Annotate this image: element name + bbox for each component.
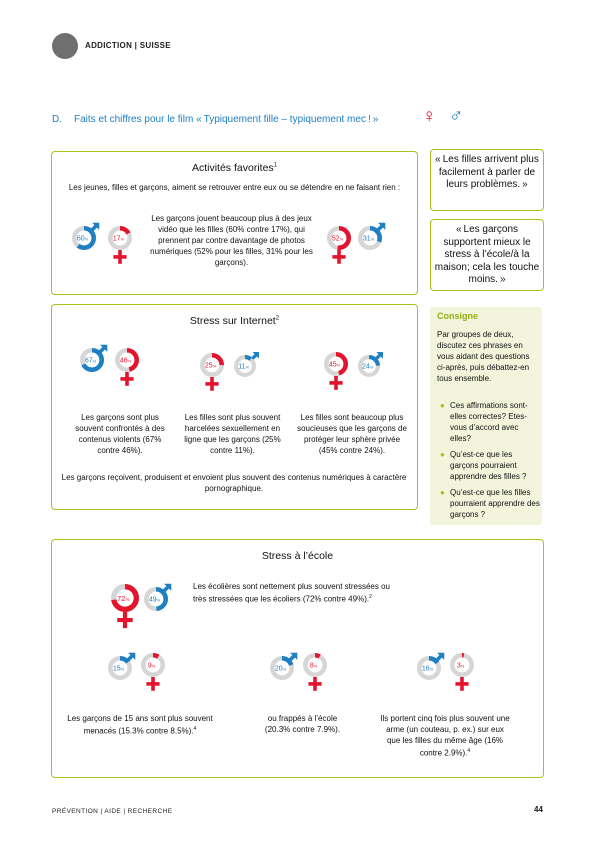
bullet-icon: ● (440, 401, 445, 410)
ecole-text-top: Les écolières sont nettement plus souvent stressées ou très stressées que les écoliers (72% contre 49%).$^2$ (193, 582, 390, 604)
consigne-intro: Par groupes de deux, discutez ces phrases en vous aidant des questions ci-après, puis débattez-en tous ensemble. (437, 330, 530, 383)
percentage-label: 72% (117, 594, 130, 604)
consigne-item: ● Qu’est-ce que les filles pourraient apprendre des garçons ? (440, 488, 540, 519)
consigne-list (440, 400, 540, 520)
consigne-item: ● Qu’est-ce que les garçons pourraient apprendre des filles ? (440, 450, 527, 481)
percentage-label: 8% (309, 662, 318, 670)
percentage-label: 11% (238, 363, 250, 371)
male-symbol-icon: ♂ (449, 106, 464, 127)
percentage-label: 49% (148, 596, 161, 604)
section-letter: D. (52, 114, 62, 125)
internet-col2: Les filles sont plus souvent harcelées sexuellement en ligne que les garçons (25% contre 11%). (184, 413, 281, 455)
brand-name: ADDICTION | SUISSE (85, 41, 171, 50)
percentage-label: 25% (204, 362, 217, 370)
activites-title: Activités favorites$^1$ (191, 162, 278, 174)
percentage-label: 17% (112, 235, 125, 243)
percentage-label: 67% (84, 357, 97, 365)
female-symbol-icon: ♀ (422, 106, 437, 127)
ecole-col1: Les garçons de 15 ans sont plus souvent menacés (15.3% contre 8.5%).$^4$ (67, 714, 213, 736)
bullet-icon: ● (440, 450, 445, 459)
ecole-title: Stress à l’école (261, 550, 334, 562)
percentage-label: 60% (76, 235, 89, 243)
percentage-label: 52% (331, 235, 344, 243)
internet-col1: Les garçons sont plus souvent confrontés à des contenus violents (67% contre 46%). (75, 413, 165, 455)
internet-col3: Les filles sont beaucoup plus soucieuses que les garçons de protéger leur sphère privée (45% contre 24%). (297, 413, 407, 455)
percentage-label: 16% (421, 665, 434, 673)
internet-title: Stress sur Internet$^2$ (189, 315, 280, 327)
percentage-label: 31% (362, 235, 375, 243)
consigne-item: ● Ces affirmations sont-elles correctes? Etes-vous d’accord avec elles? (440, 401, 528, 443)
activites-text: Les garçons jouent beaucoup plus à des jeux vidéo que les filles (60% contre 17%), qui prennent par contre davantage de photos numériques (52% pour les filles, 31% pour les garçons). (150, 214, 313, 267)
percentage-label: 15% (112, 665, 125, 673)
section-heading (52, 114, 378, 125)
percentage-label: 24% (362, 363, 374, 371)
quote-2: « Les garçons supportent mieux le stress à l’école/à la maison; cela les touche moins. » (434, 224, 540, 285)
percentage-label: 46% (119, 357, 132, 365)
percentage-label: 3% (456, 662, 465, 670)
percentage-label: 20% (274, 665, 287, 673)
bullet-icon: ● (440, 488, 445, 497)
footer-text: PRÉVENTION | AIDE | RECHERCHE (52, 808, 173, 815)
page-number: 44 (534, 805, 543, 814)
percentage-label: 9% (147, 662, 156, 670)
percentage-label: 45% (328, 361, 341, 369)
section-title: Faits et chiffres pour le film « Typiquement fille – typiquement mec ! » (74, 114, 379, 125)
consigne-title: Consigne (437, 311, 479, 321)
ecole-col2: ou frappés à l’école (20.3% contre 7.9%). (264, 714, 341, 734)
quote-1: « Les filles arrivent plus facilement à parler de leurs problèmes. » (435, 154, 539, 190)
addiction-suisse-logo (52, 33, 78, 59)
internet-footer: Les garçons reçoivent, produisent et envoient plus souvent des contenus numériques à caractère pornographique. (61, 473, 407, 493)
ecole-col3: Ils portent cinq fois plus souvent une arme (un couteau, p. ex.) sur eux que les filles du même âge (16% contre 2.9%).$^4$ (380, 714, 510, 758)
activites-intro: Les jeunes, filles et garçons, aiment se retrouver entre eux ou se détendre en ne faisant rien : (68, 183, 401, 192)
